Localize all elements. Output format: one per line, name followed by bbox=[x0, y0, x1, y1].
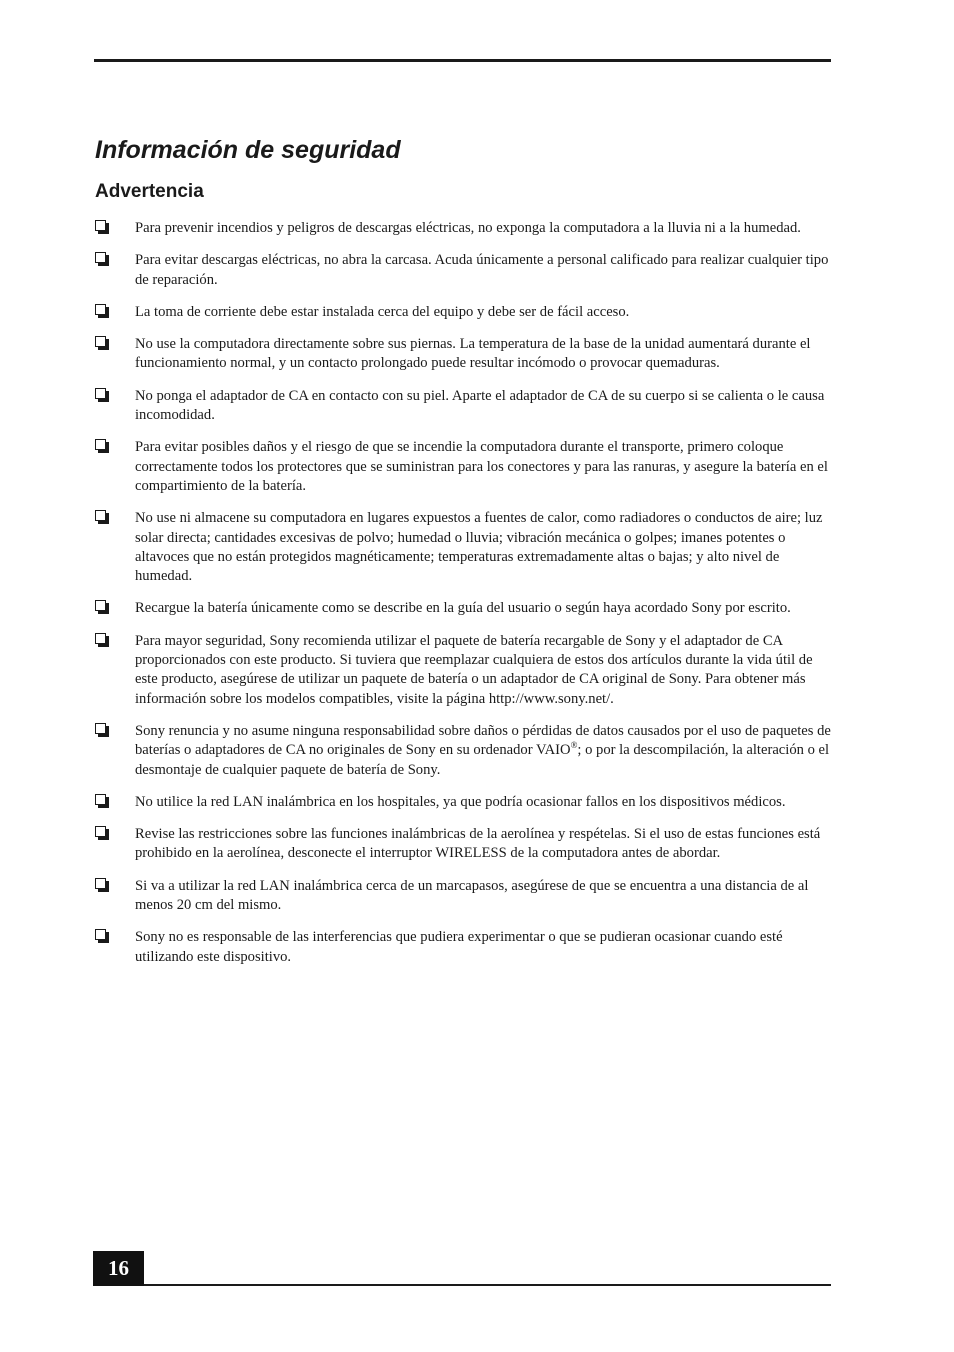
warning-list bbox=[95, 219, 835, 980]
checkbox-bullet-icon bbox=[95, 878, 108, 891]
list-item bbox=[95, 219, 835, 238]
list-item bbox=[95, 599, 835, 618]
list-item-text: Revise las restricciones sobre las funciones inalámbricas de la aerolínea y respételas. Si el uso de estas funciones está prohibido en la aerolínea, desconecte el interruptor WIRELESS de la computadora antes de abordar. bbox=[135, 826, 821, 862]
list-item bbox=[95, 825, 835, 864]
list-item bbox=[95, 438, 835, 496]
list-item bbox=[95, 722, 835, 780]
list-item-text: Recargue la batería únicamente como se describe en la guía del usuario o según haya acordado Sony por escrito. bbox=[135, 600, 791, 617]
list-item-text: Para evitar posibles daños y el riesgo de que se incendie la computadora durante el transporte, primero coloque correctamente todos los protectores que se suministran para los conectores y para las ranuras, y asegure la batería en el compartimiento de la batería. bbox=[135, 439, 828, 494]
list-item-text bbox=[135, 723, 831, 778]
checkbox-bullet-icon bbox=[95, 723, 108, 736]
list-item bbox=[95, 251, 835, 290]
list-item-text-part: ; o por la descompilación, la alteración o el desmontaje de cualquier paquete de batería de Sony. bbox=[135, 742, 830, 778]
page-number: 16 bbox=[93, 1251, 144, 1286]
checkbox-bullet-icon bbox=[95, 600, 108, 613]
list-item bbox=[95, 928, 835, 967]
list-item bbox=[95, 632, 835, 709]
registered-mark: ® bbox=[570, 740, 578, 751]
checkbox-bullet-icon bbox=[95, 252, 108, 265]
checkbox-bullet-icon bbox=[95, 304, 108, 317]
list-item-text-part: Sony renuncia y no asume ninguna responsabilidad sobre daños o pérdidas de datos causados por el uso de paquetes de baterías o adaptadores de CA no originales de Sony en su ordenador VAIO bbox=[135, 722, 831, 759]
list-item bbox=[95, 335, 835, 374]
list-item-text: No use la computadora directamente sobre sus piernas. La temperatura de la base de la unidad aumentará durante el funcionamiento normal, y un contacto prolongado puede resultar incómodo o provocar quemaduras. bbox=[135, 336, 811, 372]
checkbox-bullet-icon bbox=[95, 439, 108, 452]
checkbox-bullet-icon bbox=[95, 388, 108, 401]
list-item-text: Para prevenir incendios y peligros de descargas eléctricas, no exponga la computadora a la lluvia ni a la humedad. bbox=[135, 220, 801, 236]
list-item bbox=[95, 877, 835, 916]
list-item bbox=[95, 793, 835, 812]
list-item-text: No use ni almacene su computadora en lugares expuestos a fuentes de calor, como radiadores o conductos de aire; luz solar directa; cantidades excesivas de polvo; humedad o lluvia; vibración mecánica o golpes; imanes potentes o altavoces que no están protegidos magnéticamente; temperaturas extremadamente altas o bajas; y alto nivel de humedad. bbox=[135, 510, 823, 585]
list-item-text: No utilice la red LAN inalámbrica en los hospitales, ya que podría ocasionar fallos en los dispositivos médicos. bbox=[135, 793, 786, 810]
checkbox-bullet-icon bbox=[95, 633, 108, 646]
footer-rule bbox=[94, 1284, 831, 1286]
list-item-text: La toma de corriente debe estar instalada cerca del equipo y debe ser de fácil acceso. bbox=[135, 303, 630, 320]
list-item-text: No ponga el adaptador de CA en contacto con su piel. Aparte el adaptador de CA de su cuerpo si se calienta o le causa incomodidad. bbox=[135, 387, 825, 424]
list-item bbox=[95, 303, 835, 322]
list-item-text: Si va a utilizar la red LAN inalámbrica cerca de un marcapasos, asegúrese de que se encuentra a una distancia de al menos 20 cm del mismo. bbox=[135, 877, 809, 914]
checkbox-bullet-icon bbox=[95, 336, 108, 349]
header-rule bbox=[94, 59, 831, 62]
checkbox-bullet-icon bbox=[95, 220, 108, 233]
list-item-text: Para evitar descargas eléctricas, no abra la carcasa. Acuda únicamente a personal calificado para realizar cualquier tipo de reparación. bbox=[135, 252, 829, 288]
checkbox-bullet-icon bbox=[95, 794, 108, 807]
checkbox-bullet-icon bbox=[95, 826, 108, 839]
checkbox-bullet-icon bbox=[95, 929, 108, 942]
section-heading: Advertencia bbox=[95, 181, 204, 202]
list-item-text: Sony no es responsable de las interferencias que pudiera experimentar o que se pudieran ocasionar cuando esté utilizando este dispositivo. bbox=[135, 929, 783, 965]
list-item bbox=[95, 509, 835, 586]
list-item bbox=[95, 387, 835, 426]
checkbox-bullet-icon bbox=[95, 510, 108, 523]
page-title: Información de seguridad bbox=[95, 136, 401, 164]
list-item-text: Para mayor seguridad, Sony recomienda utilizar el paquete de batería recargable de Sony y el adaptador de CA proporcionados con este producto. Si tuviera que reemplazar cualquiera de estos dos artículos durante la vida útil de este producto, asegúrese de utilizar un paquete de batería o un adaptador de CA original de Sony. Para obtener más información sobre los modelos compatibles, visite la página http://www.sony.net/. bbox=[135, 632, 813, 707]
